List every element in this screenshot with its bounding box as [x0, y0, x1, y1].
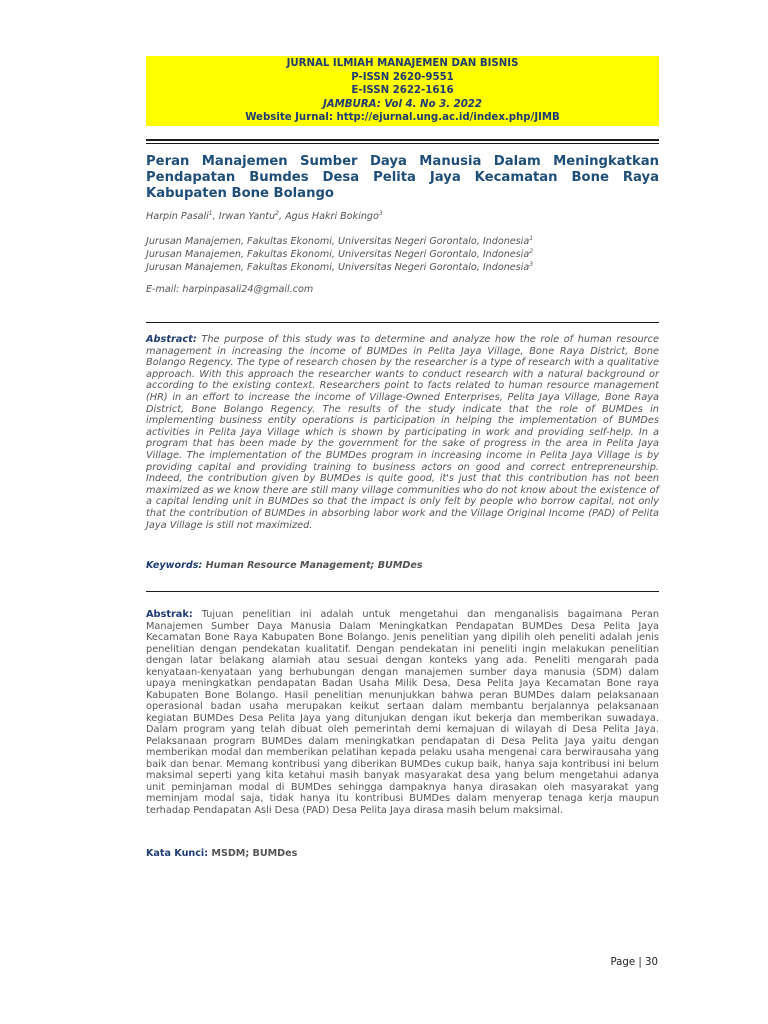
journal-name: JURNAL ILMIAH MANAJEMEN DAN BISNIS: [286, 58, 519, 69]
article-title: [146, 154, 659, 202]
title-line-3: Kabupaten Bone Bolango: [146, 186, 334, 201]
volume-info: JAMBURA: Vol 4. No 3. 2022: [322, 98, 482, 110]
pissn: P-ISSN 2620-9551: [351, 71, 454, 83]
authors: Harpin Pasali$^1$, Irwan Yantu$^2$, Agus Hakri Bokingo$^3$: [146, 209, 383, 222]
affiliation-1: [146, 235, 533, 248]
affiliation-3-text: Jurusan Manajemen, Fakultas Ekonomi, Universitas Negeri Gorontalo, Indonesia: [146, 262, 530, 273]
author-3: Agus Hakri Bokingo: [285, 211, 379, 222]
abstract-rule-top: [146, 322, 659, 323]
affiliation-2: [146, 248, 533, 261]
affiliation-3: [146, 261, 533, 274]
keywords-label: Keywords:: [146, 560, 203, 571]
title-line-1: Peran Manajemen Sumber Daya Manusia Dalam Meningkatkan: [146, 154, 659, 169]
kata-kunci-text: MSDM; BUMDes: [211, 848, 298, 859]
eissn: E-ISSN 2622-1616: [351, 85, 454, 97]
affiliations: [146, 235, 533, 274]
affiliation-1-text: Jurusan Manajemen, Fakultas Ekonomi, Universitas Negeri Gorontalo, Indonesia: [146, 236, 530, 247]
affiliation-1-sup: 1: [529, 234, 534, 242]
abstract-indonesian: [146, 609, 659, 816]
affiliation-2-sup: 2: [529, 247, 534, 255]
author-3-sup: 3: [378, 209, 383, 217]
keywords-text: Human Resource Management; BUMDes: [205, 560, 423, 571]
header-rule-thick: [146, 139, 659, 141]
page-number: Page | 30: [610, 957, 658, 968]
author-email: E-mail: harpinpasali24@gmail.com: [146, 284, 314, 295]
abstrak-label: Abstrak:: [146, 609, 193, 620]
affiliation-2-text: Jurusan Manajemen, Fakultas Ekonomi, Universitas Negeri Gorontalo, Indonesia: [146, 249, 530, 260]
abstract-label: Abstract:: [146, 334, 197, 345]
author-1: Harpin Pasali: [146, 211, 209, 222]
abstract-rule-mid: [146, 591, 659, 592]
keywords-english: [146, 560, 423, 571]
abstract-text: The purpose of this study was to determine and analyze how the role of human resource management in increasing the income of BUMDes in Pelita Jaya Village, Bone Raya District, Bone Bolango Regency. The type of research chosen by the researcher is a type of research with a qualitative approach. With this approach the researcher wants to conduct research with a natural background or according to the existing context. Researchers point to facts related to human resource management (HR) in an effort to increase the income of Village-Owned Enterprises, Pelita Jaya Village, Bone Raya District, Bone Bolango Regency. The results of the study indicate that the role of BUMDes in implementing business entity operations is participation in helping the implementation of BUMDes activities in Pelita Jaya Village which is shown by participating in work and providing self-help. In a program that has been made by the government for the sake of progress in the area in Pelita Jaya Village. The implementation of the BUMDes program in increasing income in Pelita Jaya Village is by providing capital and providing training to business actors on good and correct entrepreneurship. Indeed, the contribution given by BUMDes is quite good, it's just that this contribution has not been maximized as we know there are still many village communities who do not know about the existence of a capital lending unit in BUMDes so that the impact is only felt by people who borrow capital, not only that the contribution of BUMDes in absorbing labor work and the Village Original Income (PAD) of Pelita Jaya Village is still not maximized.: [146, 334, 659, 531]
title-line-2: Pendapatan Bumdes Desa Pelita Jaya Kecamatan Bone Raya: [146, 170, 659, 185]
kata-kunci-label: Kata Kunci:: [146, 848, 209, 859]
keywords-indonesian: [146, 848, 297, 859]
header-rule-thin: [146, 143, 659, 144]
journal-header: [146, 56, 659, 126]
journal-website[interactable]: Website Jurnal: http://ejurnal.ung.ac.id/index.php/JIMB: [245, 112, 560, 124]
author-1-sup: 1: [208, 209, 213, 217]
affiliation-3-sup: 3: [529, 260, 534, 268]
author-2-sup: 2: [275, 209, 279, 217]
abstrak-text: Tujuan penelitian ini adalah untuk mengetahui dan menganalisis bagaimana Peran Manajemen Sumber Daya Manusia Dalam Meningkatkan Pendapatan BUMDes Desa Pelita Jaya Kecamatan Bone Raya Kabupaten Bone Bolango. Jenis penelitian yang dipilih oleh peneliti adalah jenis penelitian dengan pendekatan kualitatif. Dengan pendekatan ini peneliti ingin melakukan penelitian dengan latar belakang alamiah atau sesuai dengan konteks yang ada. Peneliti mengarah pada kenyataan-kenyataan yang berhubungan dengan manajemen sumber daya manusia (SDM) dalam upaya meningkatkan pendapatan Badan Usaha Milik Desa, Desa Pelita Jaya Kecamatan Bone raya Kabupaten Bone Bolango. Hasil penelitian menunjukkan bahwa peran BUMDes dalam pelaksanaan operasional badan usaha merupakan keikut sertaan dalam membantu berjalannya pelaksanaan kegiatan BUMDes Desa Pelita Jaya yang ditunjukan dengan ikut bekerja dan memberikan suwadaya. Dalam program yang telah dibuat oleh pemerintah demi kemajuan di wilayah di Desa Pelita Jaya. Pelaksanaan program BUMDes dalam meningkatkan pendapatan di Desa Pelita Jaya yaitu dengan memberikan modal dan memberikan pelatihan kepada pelaku usaha mengenai cara berwirausaha yang baik dan benar. Memang kontribusi yang diberikan BUMDes cukup baik, hanya saja kontribusi ini belum maksimal seperti yang kita ketahui masih banyak masyarakat desa yang belum mengetahui adanya unit peminjaman modal di BUMDes sehingga dampaknya hanya dirasakan oleh masyarakat yang meminjam modal saja, tidak hanya itu kontribusi BUMDes dalam menyerap tenaga kerja maupun terhadap Pendapatan Asli Desa (PAD) Desa Pelita Jaya dirasa masih belum maksimal.: [146, 609, 659, 816]
author-2: Irwan Yantu: [218, 211, 276, 222]
abstract-english: [146, 334, 659, 531]
